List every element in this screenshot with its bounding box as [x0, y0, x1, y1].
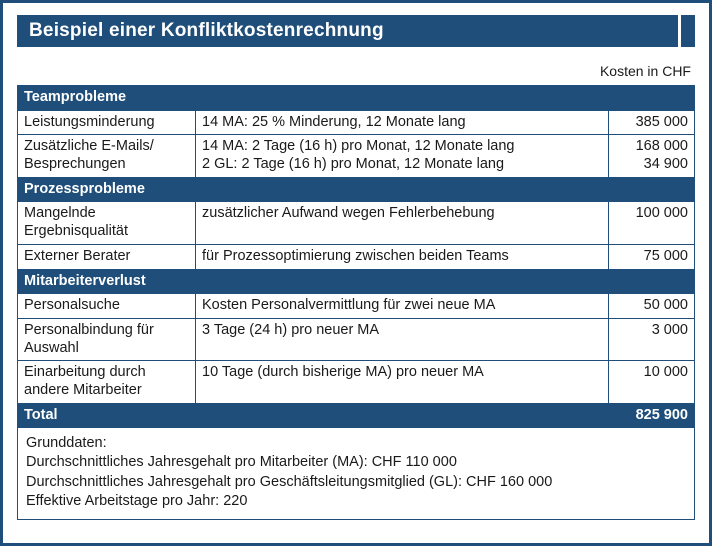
row-label: Externer Berater	[18, 244, 196, 269]
row-description: 14 MA: 25 % Minderung, 12 Monate lang	[196, 110, 609, 135]
row-value: 3 000	[609, 318, 695, 360]
row-label: Zusätzliche E-Mails/ Besprechungen	[18, 135, 196, 177]
row-value-line: 34 900	[643, 156, 688, 173]
row-description-line: 14 MA: 2 Tage (16 h) pro Monat, 12 Monate lang	[202, 138, 515, 155]
row-label: Personalbindung für Auswahl	[18, 318, 196, 360]
table-row	[18, 135, 695, 177]
row-value: 75 000	[609, 244, 695, 269]
section-heading: Mitarbeiterverlust	[18, 269, 695, 294]
row-description: Kosten Personalvermittlung für zwei neue MA	[196, 294, 609, 319]
row-description	[196, 135, 609, 177]
page-title-bar	[17, 15, 695, 47]
table-row	[18, 361, 695, 403]
footnotes-heading: Grunddaten:	[26, 435, 107, 452]
footnote-line: Durchschnittliches Jahresgehalt pro Mitarbeiter (MA): CHF 110 000	[26, 454, 457, 471]
page-title: Beispiel einer Konfliktkostenrechnung	[29, 20, 384, 41]
row-label: Personalsuche	[18, 294, 196, 319]
row-description: 3 Tage (24 h) pro neuer MA	[196, 318, 609, 360]
row-description-line: 2 GL: 2 Tage (16 h) pro Monat, 12 Monate lang	[202, 156, 505, 173]
row-label: Einarbeitung durch andere Mitarbeiter	[18, 361, 196, 403]
row-description: 10 Tage (durch bisherige MA) pro neuer MA	[196, 361, 609, 403]
row-description: für Prozessoptimierung zwischen beiden Teams	[196, 244, 609, 269]
row-value: 100 000	[609, 202, 695, 244]
footnote-line: Durchschnittliches Jahresgehalt pro Geschäftsleitungsmitglied (GL): CHF 160 000	[26, 473, 553, 490]
table-row	[18, 318, 695, 360]
row-value: 50 000	[609, 294, 695, 319]
row-label: Leistungsminderung	[18, 110, 196, 135]
section-header-row	[18, 86, 695, 111]
conflict-cost-table	[17, 85, 695, 428]
total-label: Total	[18, 403, 609, 428]
section-heading: Prozessprobleme	[18, 177, 695, 202]
row-value-line: 168 000	[635, 138, 688, 155]
row-value: 385 000	[609, 110, 695, 135]
cost-unit-label: Kosten in CHF	[599, 63, 691, 79]
section-heading: Teamprobleme	[18, 86, 695, 111]
row-description: zusätzlicher Aufwand wegen Fehlerbehebung	[196, 202, 609, 244]
section-header-row	[18, 177, 695, 202]
table-row	[18, 202, 695, 244]
section-header-row	[18, 269, 695, 294]
table-row	[18, 294, 695, 319]
row-label: Mangelnde Ergebnisqualität	[18, 202, 196, 244]
total-value: 825 900	[609, 403, 695, 428]
row-value: 10 000	[609, 361, 695, 403]
total-row	[18, 403, 695, 428]
footnote-line: Effektive Arbeitstage pro Jahr: 220	[26, 492, 248, 509]
table-row	[18, 110, 695, 135]
table-row	[18, 244, 695, 269]
title-bar-divider	[678, 15, 681, 47]
footnotes-box	[17, 428, 695, 520]
row-value	[609, 135, 695, 177]
